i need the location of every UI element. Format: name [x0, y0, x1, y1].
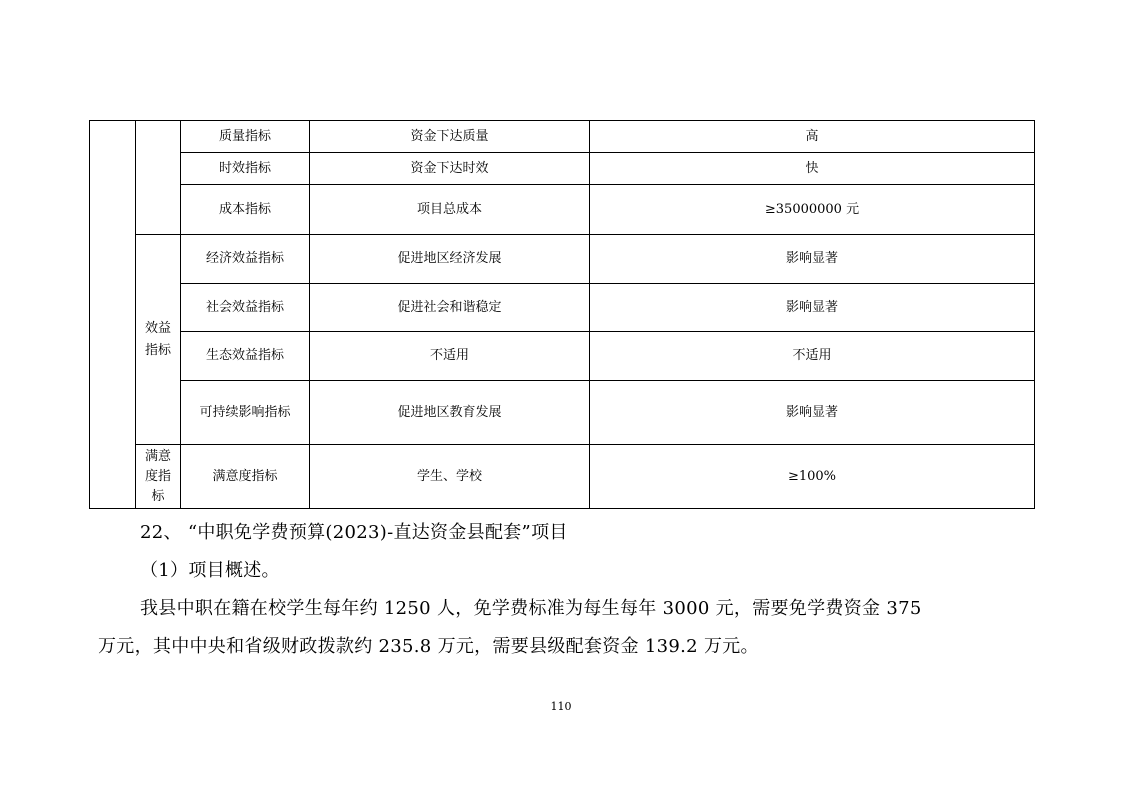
body-text-line-1: 我县中职在籍在校学生每年约 1250 人，免学费标准为每生每年 3000 元，需要免学费资金 375 — [140, 598, 922, 619]
indicator-item-cell: 资金下达质量 — [310, 121, 590, 153]
indicator-value-cell: 不适用 — [590, 332, 1035, 381]
effect-group-cell — [136, 235, 181, 445]
satisfaction-group-cell — [136, 445, 181, 509]
indicator-value-cell: ≥35000000 元 — [590, 185, 1035, 235]
tertiary-indicator-cell: 时效指标 — [181, 153, 310, 185]
indicator-value-cell: 高 — [590, 121, 1035, 153]
body-text-line-2: 万元，其中中央和省级财政拨款约 235.8 万元，需要县级配套资金 139.2 万元。 — [98, 636, 759, 657]
indicator-item-cell: 项目总成本 — [310, 185, 590, 235]
output-group-cell — [136, 121, 181, 235]
satisfaction-group-label: 满意度指标 — [144, 448, 171, 504]
indicator-item-cell: 促进地区经济发展 — [310, 235, 590, 284]
tertiary-indicator-cell: 社会效益指标 — [181, 284, 310, 332]
section-subheading: （1）项目概述。 — [140, 560, 280, 581]
indicator-item-cell: 学生、学校 — [310, 445, 590, 509]
tertiary-indicator-cell: 满意度指标 — [181, 445, 310, 509]
indicator-value-cell: 影响显著 — [590, 284, 1035, 332]
effect-group-label: 效益指标 — [144, 320, 171, 358]
tertiary-indicator-cell: 成本指标 — [181, 185, 310, 235]
indicator-item-cell: 促进地区教育发展 — [310, 381, 590, 445]
indicator-item-cell: 不适用 — [310, 332, 590, 381]
performance-indicator-table — [89, 120, 1035, 509]
indicator-value-cell: 影响显著 — [590, 381, 1035, 445]
primary-indicator-cell — [90, 121, 136, 509]
tertiary-indicator-cell: 可持续影响指标 — [181, 381, 310, 445]
indicator-item-cell: 资金下达时效 — [310, 153, 590, 185]
indicator-value-cell: ≥100% — [590, 445, 1035, 509]
tertiary-indicator-cell: 质量指标 — [181, 121, 310, 153]
tertiary-indicator-cell: 生态效益指标 — [181, 332, 310, 381]
indicator-value-cell: 影响显著 — [590, 235, 1035, 284]
indicator-value-cell: 快 — [590, 153, 1035, 185]
section-heading: 22、 “中职免学费预算(2023)-直达资金县配套”项目 — [140, 522, 568, 543]
tertiary-indicator-cell: 经济效益指标 — [181, 235, 310, 284]
page-number: 110 — [550, 700, 572, 713]
indicator-item-cell: 促进社会和谐稳定 — [310, 284, 590, 332]
